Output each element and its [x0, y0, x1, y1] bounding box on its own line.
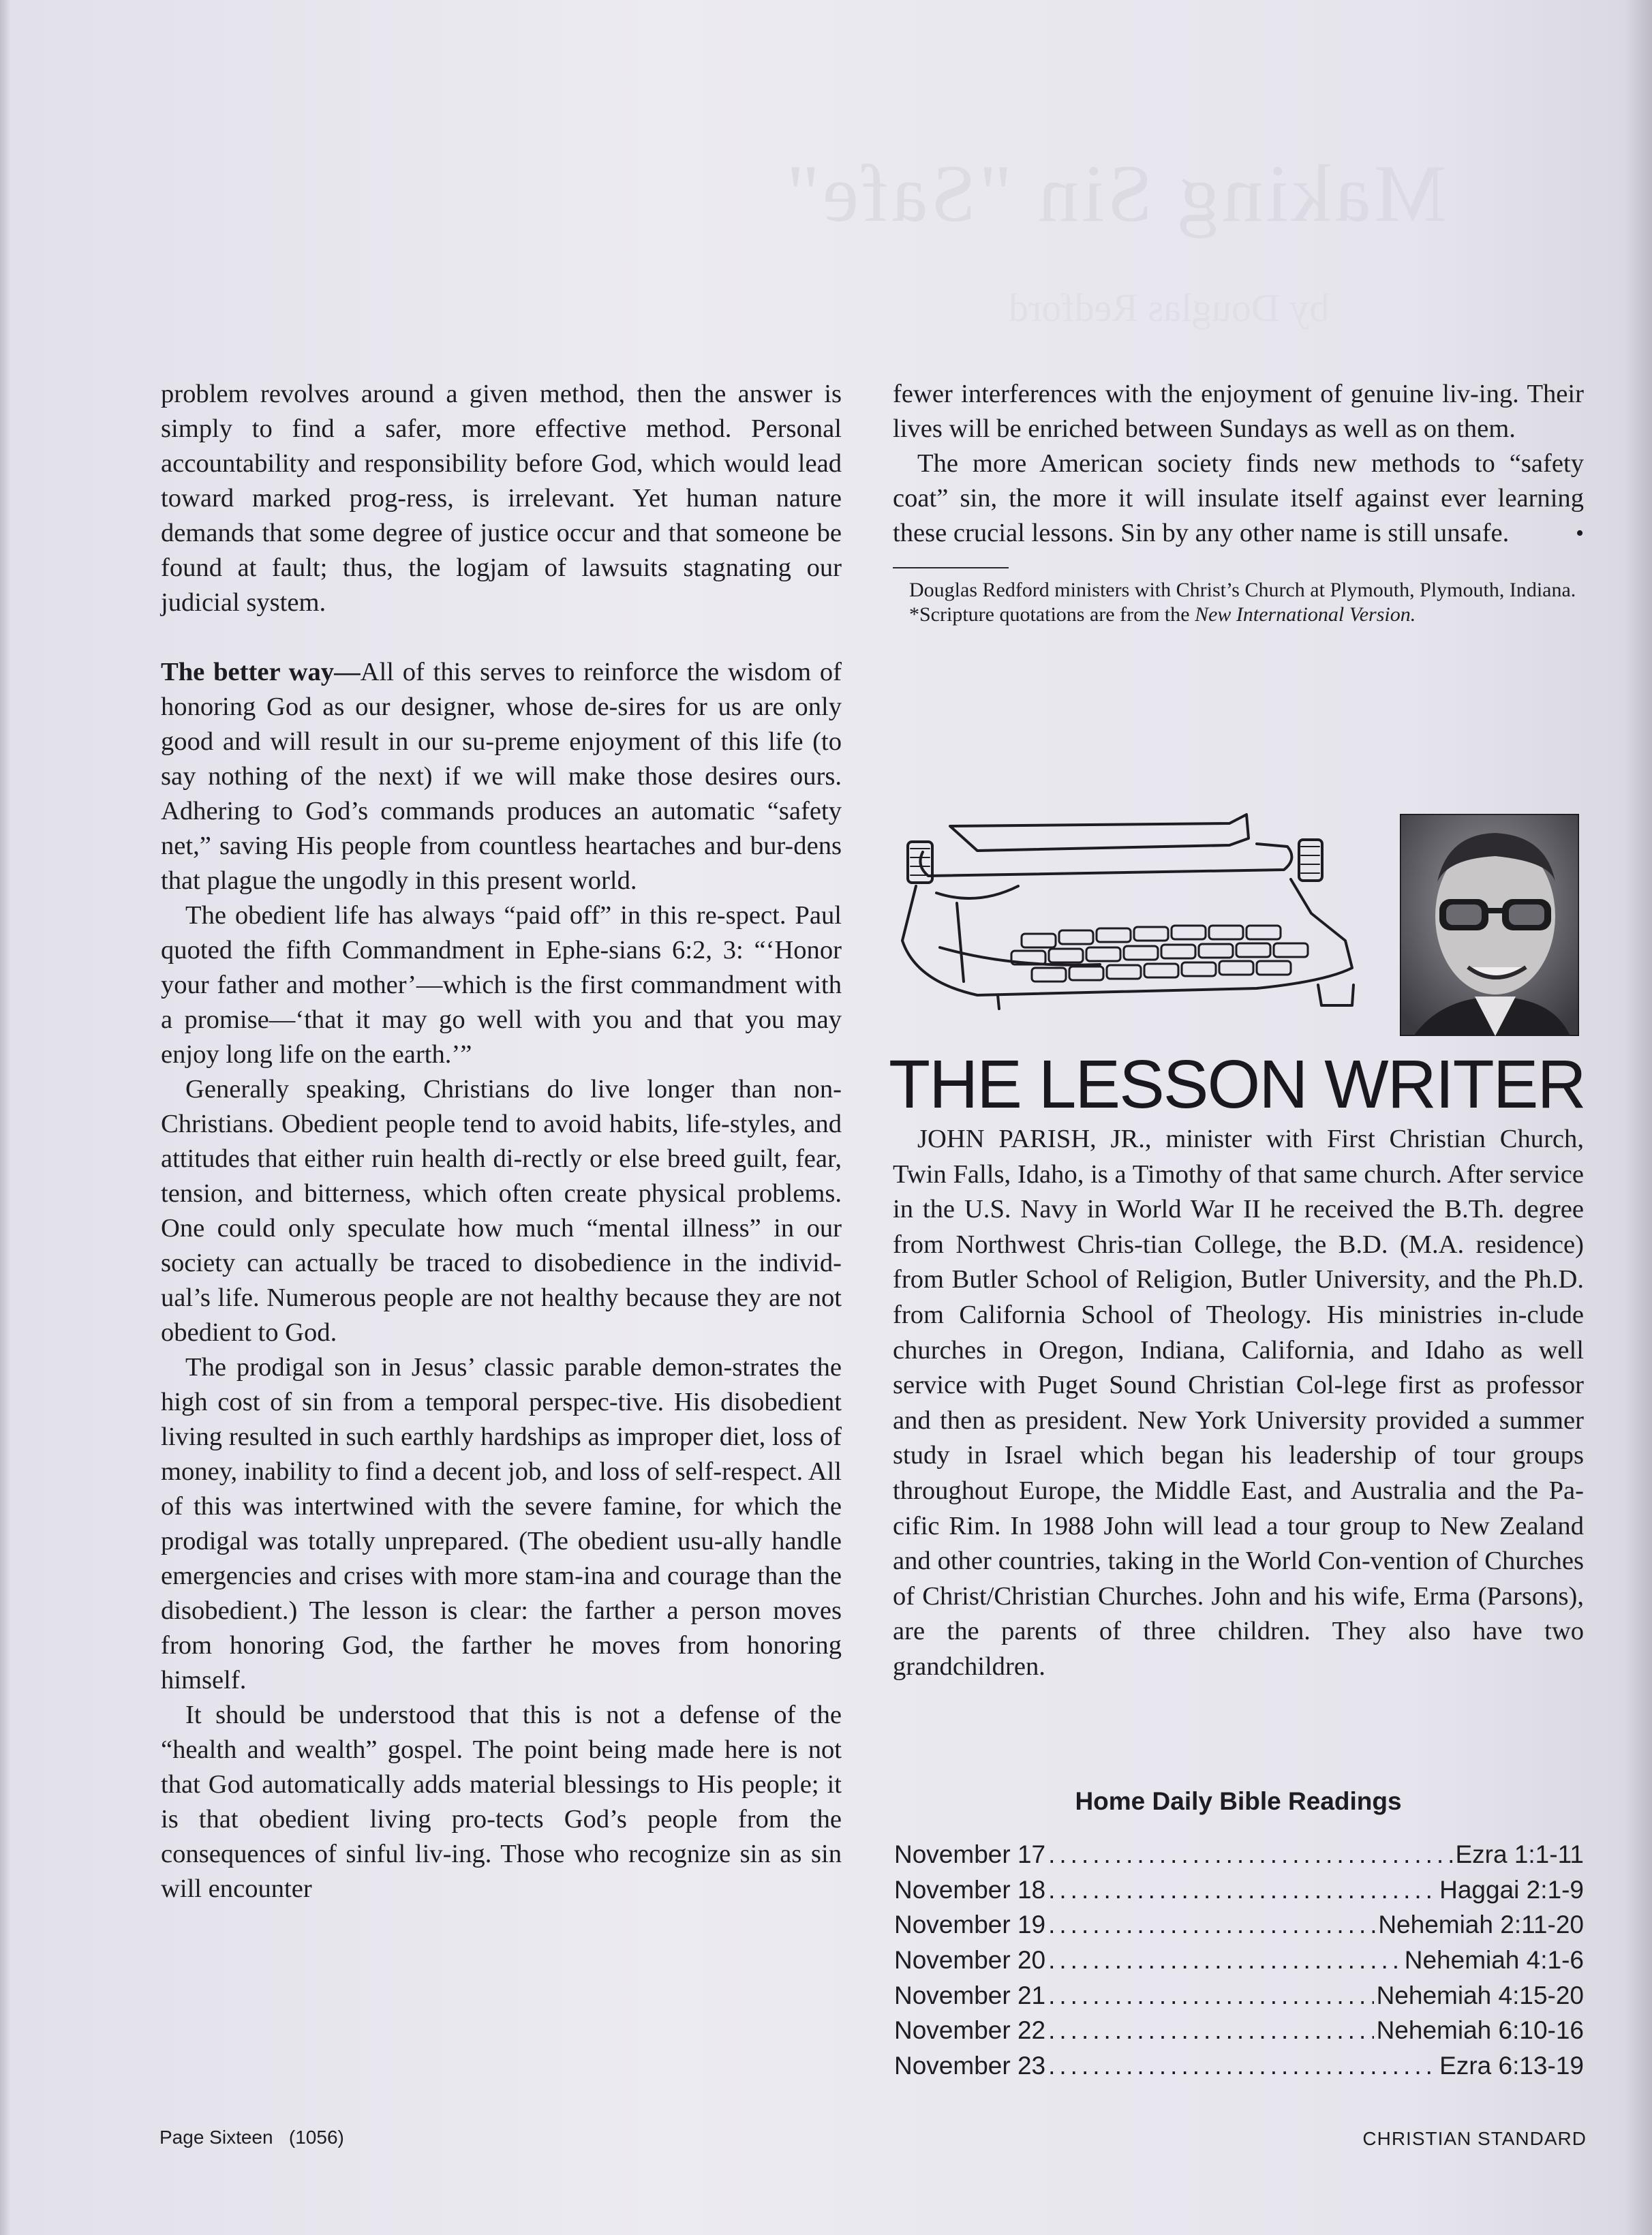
paragraph: Generally speaking, Christians do live longer than non-Christians. Obedient people tend to avoid habits, life-styles, and attitudes that either ruin health di-rectly or else breed guilt, fear, tension, and bitterness, which often create physical problems. One could only speculate how much “mental illness” in our society can actually be traced to disobedience in the individ-ual’s life. Numerous people are not healthy because they are not obedient to God. — [161, 1075, 842, 1347]
paragraph-better-way — [161, 655, 842, 898]
paragraph-closing — [893, 446, 1584, 551]
lesson-writer-bio: JOHN PARISH, JR., minister with First Christian Church, Twin Falls, Idaho, is a Timothy of that same church. After service in the U.S. Navy in World War II he received the B.Th. degree from Northwest Chris-tian College, the B.D. (M.A. residence) from Butler School of Religion, Butler University, and the Ph.D. from California School of Theology. His ministries in-clude churches in Oregon, Indiana, California, and Idaho as well service with Puget Sound Christian Col-lege first as professor and then as president. New York University provided a summer study in Israel which began his leadership of tour groups throughout Europe, the Middle East, and Australia and the Pa-cific Rim. In 1988 John will lead a tour group to New Zealand and other countries, taking in the World Con-vention of Churches of Christ/Christian Churches. John and his wife, Erma (Parsons), are the parents of three children. They also have two grandchildren. — [893, 1125, 1584, 1681]
reading-reference: Nehemiah 6:10-16 — [1376, 2016, 1584, 2045]
page-left-edge — [0, 0, 11, 2235]
page-number: Page Sixteen (1056) — [159, 2127, 344, 2148]
reading-row — [894, 2016, 1584, 2052]
paragraph: problem revolves around a given method, then the answer is simply to find a safer, more effective method. Personal accountability and responsibility before God, which would lead toward marked prog-ress, is irrelevant. Yet human nature demands that some degree of justice occur and that someone be found at fault; thus, the logjam of lawsuits stagnating our judicial system. — [161, 380, 842, 617]
scripture-note — [893, 603, 1584, 627]
footnote-rule — [893, 567, 1009, 568]
end-mark: • — [1576, 521, 1584, 546]
reading-date: November 22 — [894, 2016, 1046, 2045]
lesson-writer-heading: THE LESSON WRITER — [889, 1046, 1585, 1123]
readings-list — [894, 1840, 1584, 2087]
leader-dots — [1048, 1876, 1437, 1904]
reading-row — [894, 1840, 1584, 1876]
leader-dots — [1048, 1840, 1452, 1869]
left-column — [161, 377, 842, 1906]
paragraph: The prodigal son in Jesus’ classic parable demon-strates the high cost of sin from a temporal perspec-tive. His disobedient living resulted in such earthly hardships as improper diet, loss of money, inability to find a decent job, and loss of self-respect. All of this was intertwined with the severe famine, for which the prodigal was totally unprepared. (The obedient usu-ally handle emergencies and crises with more stam-ina and courage than the disobedient.) The lesson is clear: the farther a person moves from honoring God, the farther he moves from honoring himself. — [161, 1353, 842, 1694]
reading-reference: Ezra 1:1-11 — [1455, 1840, 1584, 1868]
paragraph: fewer interferences with the enjoyment of genuine liv-ing. Their lives will be enriched between Sundays as well as on them. — [893, 380, 1584, 443]
reading-row — [894, 1946, 1584, 1981]
show-through-title: Making Sin "Safe" — [784, 148, 1447, 239]
leader-dots — [1048, 1981, 1373, 2010]
right-column — [893, 377, 1584, 627]
reading-reference: Nehemiah 2:11-20 — [1378, 1911, 1584, 1939]
reading-date: November 18 — [894, 1875, 1046, 1904]
author-photo — [1400, 814, 1579, 1036]
reading-row — [894, 2052, 1584, 2087]
reading-reference: Nehemiah 4:1-6 — [1404, 1946, 1584, 1975]
leader-dots — [1048, 2052, 1437, 2080]
scripture-note-prefix: *Scripture quotations are from the — [909, 603, 1195, 626]
page-right-edge — [1625, 0, 1652, 2235]
reading-row — [894, 1981, 1584, 2017]
reading-date: November 17 — [894, 1840, 1046, 1868]
reading-reference: Nehemiah 4:15-20 — [1376, 1981, 1584, 2009]
publication-name: CHRISTIAN STANDARD — [1362, 2128, 1587, 2149]
run-in-heading: The better way— — [161, 658, 361, 686]
reading-date: November 19 — [894, 1911, 1046, 1939]
reading-date: November 20 — [894, 1946, 1046, 1975]
reading-row — [894, 1911, 1584, 1946]
reading-date: November 23 — [894, 2052, 1046, 2080]
readings-title: Home Daily Bible Readings — [1075, 1787, 1402, 1815]
leader-dots — [1048, 1911, 1375, 1939]
reading-date: November 21 — [894, 1981, 1046, 2009]
paragraph: The obedient life has always “paid off” in this re-spect. Paul quoted the fifth Commandment in Ephe-sians 6:2, 3: “‘Honor your father and mother’—which is the first commandment with a promise—‘that it may go well with you and that you may enjoy long life on the earth.’” — [161, 901, 842, 1069]
scripture-note-version: New International Version. — [1195, 603, 1416, 626]
paragraph: It should be understood that this is not a defense of the “health and wealth” gospel. The point being made here is not that God automatically adds material blessings to His people; it is that obedient living pro-tects God’s people from the consequences of sinful liv-ing. Those who recognize sin as sin will encounter — [161, 1701, 842, 1903]
paragraph-text: All of this serves to reinforce the wisdom of honoring God as our designer, whose de-sires for us are only good and will result in our su-preme enjoyment of this life (to say nothing of the next) if we will make those desires ours. Adhering to God’s commands produces an automatic “safety net,” saving His people from countless heartaches and bur-dens that plague the ungodly in this present world. — [161, 658, 842, 895]
reading-reference: Haggai 2:1-9 — [1439, 1875, 1584, 1904]
author-note: Douglas Redford ministers with Christ’s Church at Plymouth, Plymouth, Indiana. — [909, 579, 1576, 601]
reading-reference: Ezra 6:13-19 — [1439, 2052, 1584, 2080]
show-through-byline: by Douglas Redford — [1009, 286, 1330, 330]
leader-dots — [1048, 2016, 1373, 2045]
paragraph-text: The more American society finds new methods to “safety coat” sin, the more it will insulate itself against ever learning these crucial lessons. Sin by any other name is still unsafe. — [893, 449, 1584, 547]
leader-dots — [1048, 1946, 1402, 1975]
reading-row — [894, 1876, 1584, 1911]
